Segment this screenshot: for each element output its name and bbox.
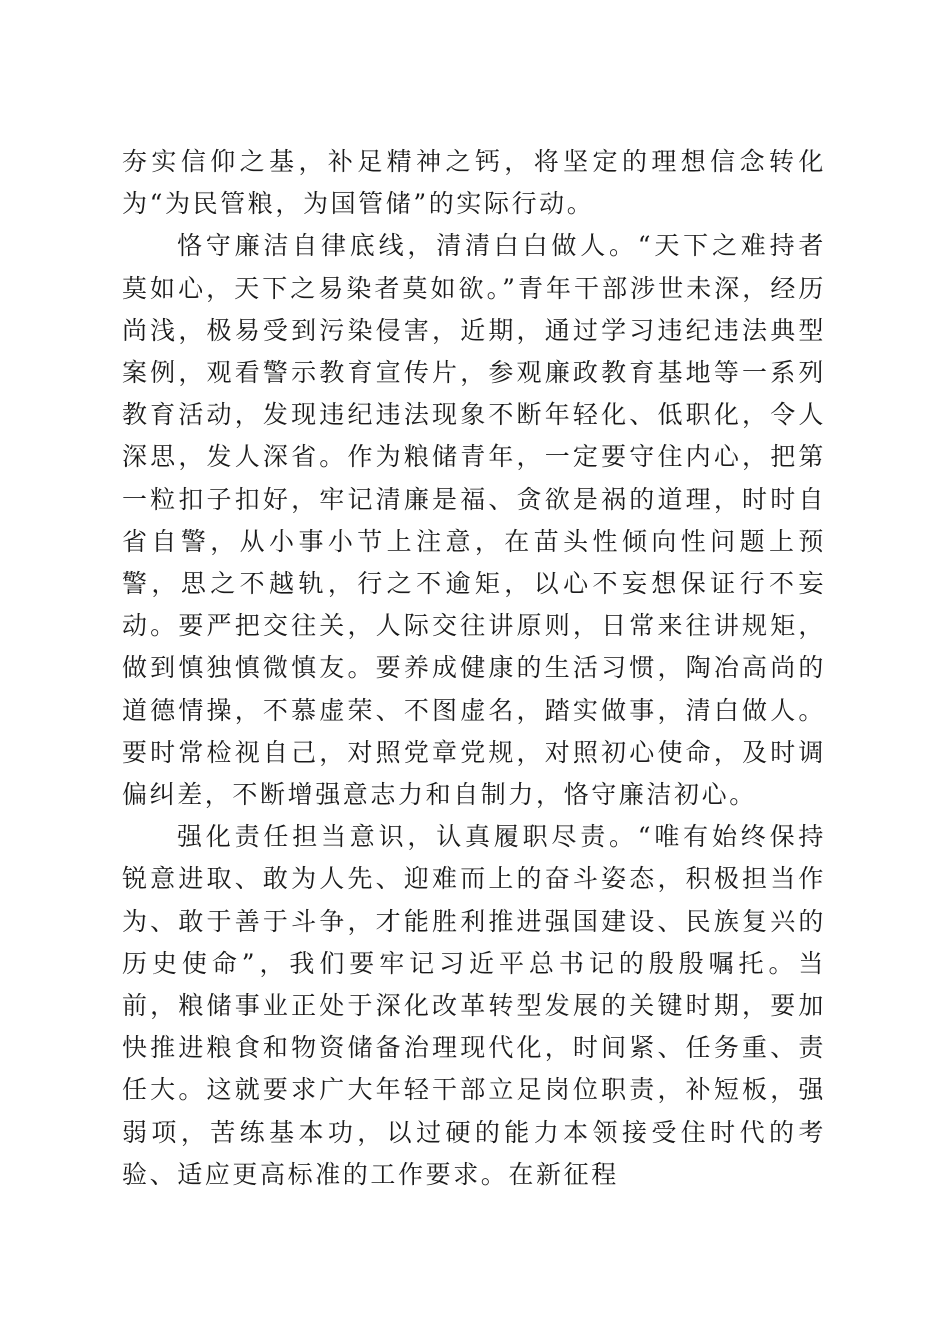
paragraph-continuation: 夯实信仰之基，补足精神之钙，将坚定的理想信念转化为“为民管粮，为国管储”的实际行动。	[122, 147, 826, 219]
body-text	[122, 141, 826, 1196]
paragraph-integrity: 恪守廉洁自律底线，清清白白做人。“天下之难持者莫如心，天下之易染者莫如欲。”青年干部涉世未深，经历尚浅，极易受到污染侵害，近期，通过学习违纪违法典型案例，观看警示教育宣传片，参观廉政教育基地等一系列教育活动，发现违纪违法现象不断年轻化、低职化，令人深思，发人深省。作为粮储青年，一定要守住内心，把第一粒扣子扣好，牢记清廉是福、贪欲是祸的道理，时时自省自警，从小事小节上注意，在苗头性倾向性问题上预警，思之不越轨，行之不逾矩，以心不妄想保证行不妄动。要严把交往关，人际交往讲原则，日常来往讲规矩，做到慎独慎微慎友。要养成健康的生活习惯，陶冶高尚的道德情操，不慕虚荣、不图虚名，踏实做事，清白做人。要时常检视自己，对照党章党规，对照初心使命，及时调偏纠差，不断增强意志力和自制力，恪守廉洁初心。	[122, 231, 826, 810]
paragraph-responsibility: 强化责任担当意识，认真履职尽责。“唯有始终保持锐意进取、敢为人先、迎难而上的奋斗姿态，积极担当作为、敢于善于斗争，才能胜利推进强国建设、民族复兴的历史使命”，我们要牢记习近平总书记的殷殷嘱托。当前，粮储事业正处于深化改革转型发展的关键时期，要加快推进粮食和物资储备治理现代化，时间紧、任务重、责任大。这就要求广大年轻干部立足岗位职责，补短板，强弱项，苦练基本功，以过硬的能力本领接受住时代的考验、适应更高标准的工作要求。在新征程	[122, 822, 826, 1189]
